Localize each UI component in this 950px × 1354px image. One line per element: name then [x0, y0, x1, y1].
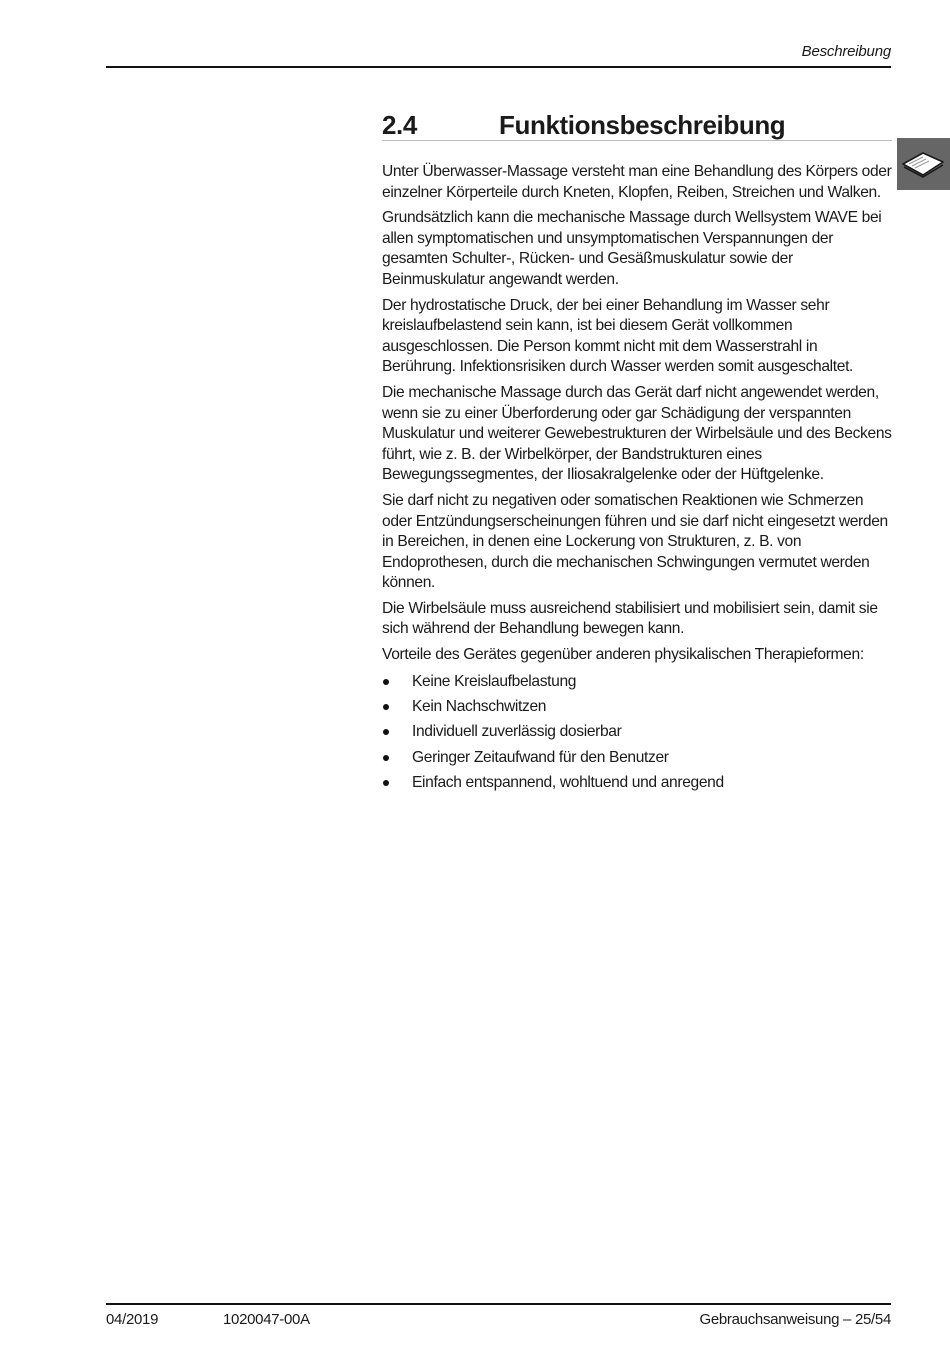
paragraph: Unter Überwasser-Massage versteht man eine Behandlung des Körpers oder einzelner Körperteile durch Kneten, Klopfen, Reiben, Streichen und Walken.: [382, 163, 892, 201]
list-item-text: Einfach entspannend, wohltuend und anregend: [412, 773, 724, 791]
section-body: [382, 162, 892, 798]
footer-document-number: 1020047-00A: [223, 1311, 310, 1328]
list-item: [382, 672, 892, 693]
chapter-tab: [897, 138, 950, 190]
section-number: 2.4: [382, 110, 417, 140]
list-item: [382, 773, 892, 794]
paragraph: Grundsätzlich kann die mechanische Massage durch Wellsystem WAVE bei allen symptomatischen und unsymptomatischen Verspannungen der gesamten Schulter-, Rücken- und Gesäßmuskulatur sowie der Beinmuskulatur angewandt werden.: [382, 209, 882, 288]
list-item: [382, 697, 892, 718]
footer-page-info: Gebrauchsanweisung – 25/54: [699, 1311, 891, 1328]
section-title: Funktionsbeschreibung: [499, 110, 786, 140]
list-item: [382, 722, 892, 743]
footer-date: 04/2019: [106, 1311, 159, 1328]
advantages-list: [382, 672, 892, 794]
book-icon: [901, 150, 945, 178]
bullet-icon: [383, 704, 389, 710]
header-divider: [106, 66, 891, 68]
paragraph: Die mechanische Massage durch das Gerät darf nicht angewendet werden, wenn sie zu einer Überforderung oder gar Schädigung der verspannten Muskulatur und weiterer Gewebestrukturen der Wirbelsäule und des Beckens führt, wie z. B. der Wirbelkörper, der Bandstrukturen eines Bewegungssegmentes, der Iliosakralgelenke oder der Hüftgelenke.: [382, 383, 892, 484]
paragraph: Sie darf nicht zu negativen oder somatischen Reaktionen wie Schmerzen oder Entzündungserscheinungen führen und sie darf nicht eingesetzt werden in Bereichen, in denen eine Lockerung von Strukturen, z. B. von Endoprothesen, durch die mechanischen Schwingungen vermutet werden können.: [382, 491, 888, 592]
paragraph: Der hydrostatische Druck, der bei einer Behandlung im Wasser sehr kreislaufbelastend sein kann, ist bei diesem Gerät vollkommen ausgeschlossen. Die Person kommt nicht mit dem Wasserstrahl in Berührung. Infektionsrisiken durch Wasser werden somit ausgeschaltet.: [382, 296, 854, 376]
list-item-text: Keine Kreislaufbelastung: [412, 672, 577, 690]
bullet-icon: [383, 729, 389, 735]
footer-divider: [106, 1303, 891, 1305]
bullet-icon: [383, 755, 389, 761]
list-item-text: Geringer Zeitaufwand für den Benutzer: [412, 748, 669, 766]
paragraph: Vorteile des Gerätes gegenüber anderen physikalischen Therapieformen:: [382, 646, 864, 664]
section-heading: [382, 106, 892, 141]
list-item: [382, 748, 892, 769]
list-item-text: Kein Nachschwitzen: [412, 697, 547, 715]
bullet-icon: [383, 780, 389, 786]
paragraph: Die Wirbelsäule muss ausreichend stabilisiert und mobilisiert sein, damit sie sich während der Behandlung bewegen kann.: [382, 599, 878, 638]
list-item-text: Individuell zuverlässig dosierbar: [412, 723, 622, 741]
bullet-icon: [383, 679, 389, 685]
running-header: Beschreibung: [801, 43, 891, 60]
